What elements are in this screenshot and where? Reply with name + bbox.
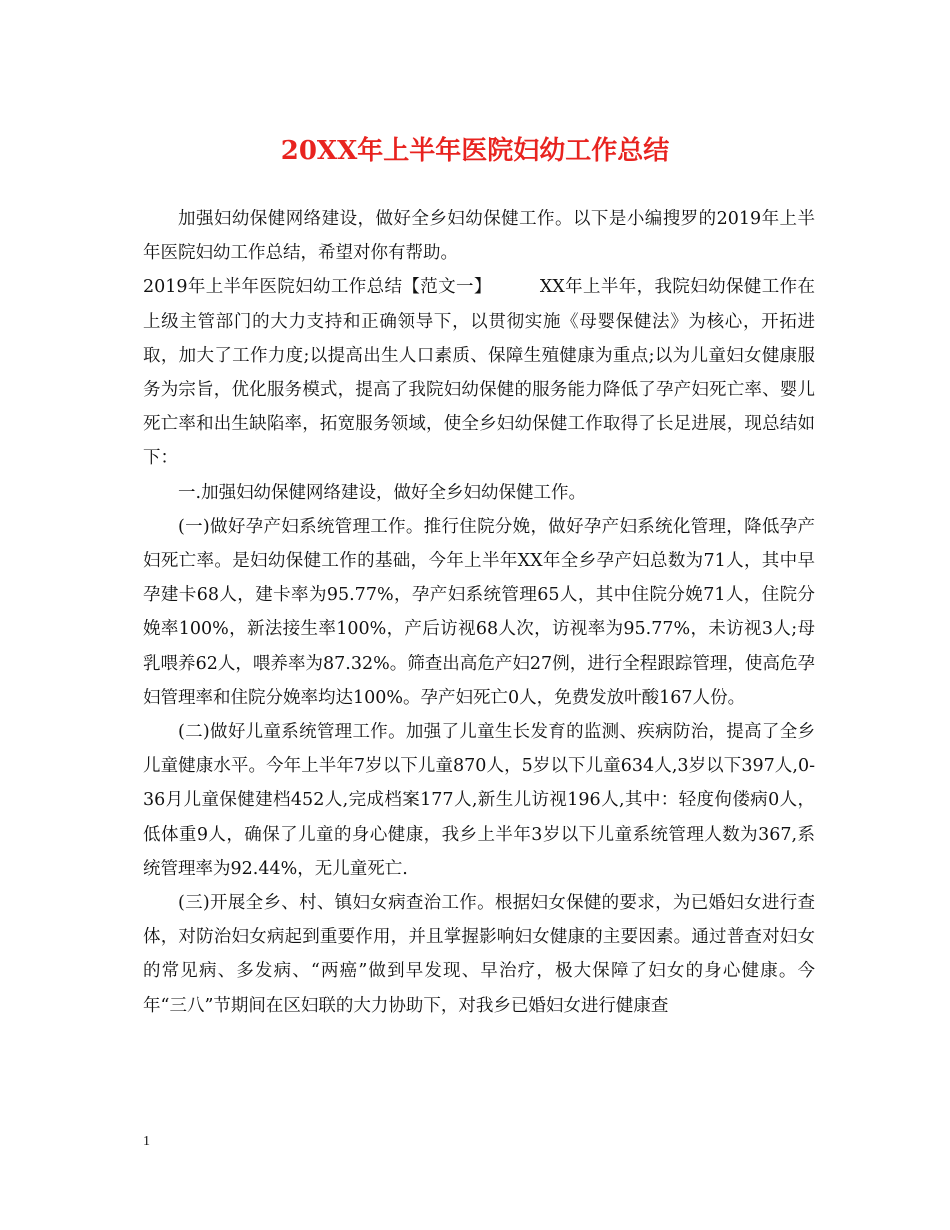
sample-paragraph	[143, 270, 815, 475]
paragraph-item-three: (三)开展全乡、村、镇妇女病查治工作。根据妇女保健的要求，为已婚妇女进行查体，对防治妇女病起到重要作用，并且掌握影响妇女健康的主要因素。通过普查对妇女的常见病、多发病、“两癌”做到早发现、早治疗，极大保障了妇女的身心健康。今年“三八”节期间在区妇联的大力协助下，对我乡已婚妇女进行健康查	[143, 893, 815, 1016]
paragraph-item-one: (一)做好孕产妇系统管理工作。推行住院分娩，做好孕产妇系统化管理，降低孕产妇死亡率。是妇幼保健工作的基础，今年上半年XX年全乡孕产妇总数为71人，其中早孕建卡68人，建卡率为95.77%，孕产妇系统管理65人，其中住院分娩71人，住院分娩率100%，新法接生率100%，产后访视68人次，访视率为95.77%，未访视3人;母乳喂养62人，喂养率为87.32%。筛查出高危产妇27例，进行全程跟踪管理，使高危孕妇管理率和住院分娩率均达100%。孕产妇死亡0人，免费发放叶酸167人份。	[143, 516, 815, 708]
document-body	[143, 202, 815, 1023]
document-title: 20XX年上半年医院妇幼工作总结	[280, 136, 670, 166]
intro-paragraph: 加强妇幼保健网络建设，做好全乡妇幼保健工作。以下是小编搜罗的2019年上半年医院妇幼工作总结，希望对你有帮助。	[143, 209, 815, 264]
sample-heading: 2019年上半年医院妇幼工作总结【范文一】	[143, 277, 492, 298]
section-heading-one: 一.加强妇幼保健网络建设，做好全乡妇幼保健工作。	[178, 482, 587, 503]
sample-opening: XX年上半年，我院妇幼保健工作在上级主管部门的大力支持和正确领导下，以贯彻实施《母婴保健法》为核心，开拓进取，加大了工作力度;以提高出生人口素质、保障生殖健康为重点;以为儿童妇女健康服务为宗旨，优化服务模式，提高了我院妇幼保健的服务能力降低了孕产妇死亡率、婴儿死亡率和出生缺陷率，拓宽服务领域，使全乡妇幼保健工作取得了长足进展，现总结如下：	[143, 277, 815, 469]
paragraph-item-two: (二)做好儿童系统管理工作。加强了儿童生长发育的监测、疾病防治，提高了全乡儿童健康水平。今年上半年7岁以下儿童870人，5岁以下儿童634人,3岁以下397人,0-36月儿童保健建档452人,完成档案177人,新生儿访视196人,其中：轻度佝偻病0人，低体重9人，确保了儿童的身心健康，我乡上半年3岁以下儿童系统管理人数为367,系统管理率为92.44%，无儿童死亡.	[143, 722, 815, 879]
page-number: 1	[143, 1134, 150, 1149]
